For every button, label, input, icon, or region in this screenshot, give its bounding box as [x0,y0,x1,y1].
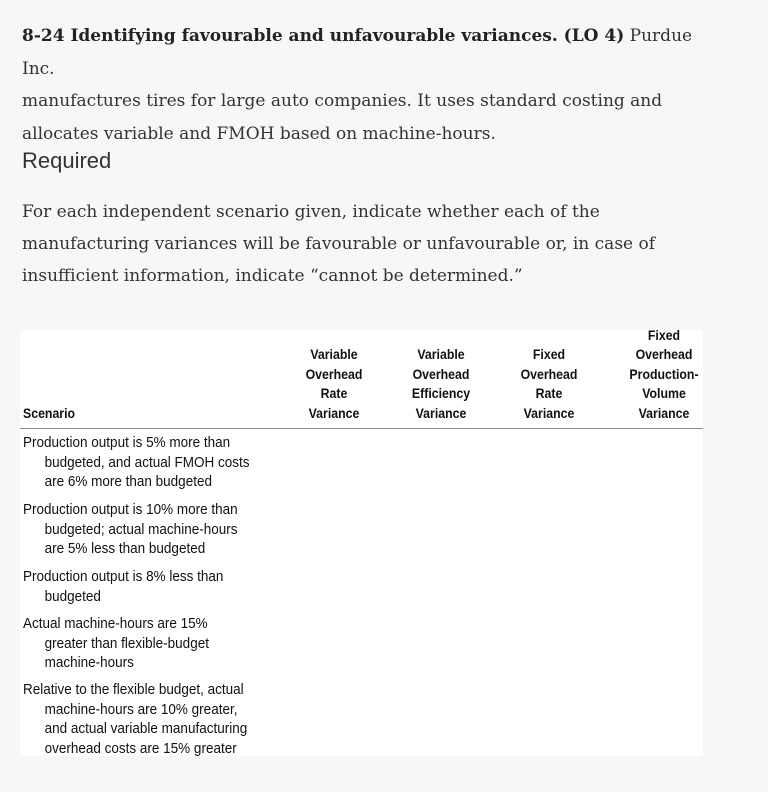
col-header-line: Fixed [647,326,681,343]
instruction-line-3: insufficient information, indicate “cannot be determined.” [22,266,523,286]
scenario-row-3 [23,567,284,606]
scenario-line: machine-hours are 10% greater, [44,700,238,718]
col-header-line: Overhead [635,346,693,362]
col-header-line: Fixed [532,346,566,362]
scenario-line: Production output is 8% less than [23,568,224,585]
col-header-line: Rate [535,385,563,401]
col-header-line: Efficiency [411,385,471,401]
scenario-line: budgeted, and actual FMOH costs [44,453,250,471]
col-header-variable-overhead-rate-variance [290,345,378,423]
col-header-line: Overhead [305,365,363,382]
scenario-line: are 5% less than budgeted [44,540,206,557]
scenario-line: machine-hours [44,654,134,671]
problem-line-3: allocates variable and FMOH based on machine-hours. [22,123,496,144]
problem-statement [22,20,722,150]
scenario-line: Production output is 5% more than [23,434,231,451]
col-header-line: Variance [415,404,467,421]
col-header-line: Variance [638,404,690,421]
scenario-line: overhead costs are 15% greater [44,739,237,757]
scenario-row-2 [23,500,284,559]
scenario-line: budgeted [44,587,101,605]
scenario-row-4 [23,614,284,673]
variance-table [20,326,703,757]
col-header-fixed-overhead-production-volume-variance [616,326,711,424]
col-header-line: Variance [308,404,360,421]
col-header-line: Variable [417,346,465,362]
scenario-row-1 [23,433,284,492]
required-instruction [22,196,722,292]
col-header-fixed-overhead-rate-variance [505,345,593,423]
required-heading: Required [22,148,112,173]
col-header-line: Variance [523,404,575,421]
col-header-line: Production- [629,365,699,382]
scenario-row-5 [23,680,284,758]
col-header-line: Volume [642,385,686,401]
scenario-line: Actual machine-hours are 15% [23,615,208,632]
header-divider [20,428,703,429]
col-header-line: Overhead [412,365,470,382]
col-header-line: Variable [310,346,358,362]
col-header-variable-overhead-efficiency-variance [397,345,485,423]
scenario-line: Production output is 10% more than [23,501,238,518]
scenario-line: budgeted; actual machine-hours [44,520,238,538]
scenario-line: and actual variable manufacturing [44,720,248,737]
col-header-line: Rate [320,385,348,401]
scenario-line: are 6% more than budgeted [44,473,212,490]
scenario-line: Relative to the flexible budget, actual [23,681,244,698]
scenario-header: Scenario [23,405,76,421]
problem-line-1: Purdue Inc. [22,26,693,79]
scenario-line: greater than flexible-budget [44,634,209,652]
problem-line-2: manufactures tires for large auto companies. It uses standard costing and [22,91,663,111]
col-header-line: Overhead [520,365,578,382]
instruction-line-1: For each independent scenario given, indicate whether each of the [22,202,600,222]
problem-number: 8-24 Identifying favourable and unfavourable variances. (LO 4) [22,26,625,46]
instruction-line-2: manufacturing variances will be favourable or unfavourable or, in case of [22,234,656,254]
